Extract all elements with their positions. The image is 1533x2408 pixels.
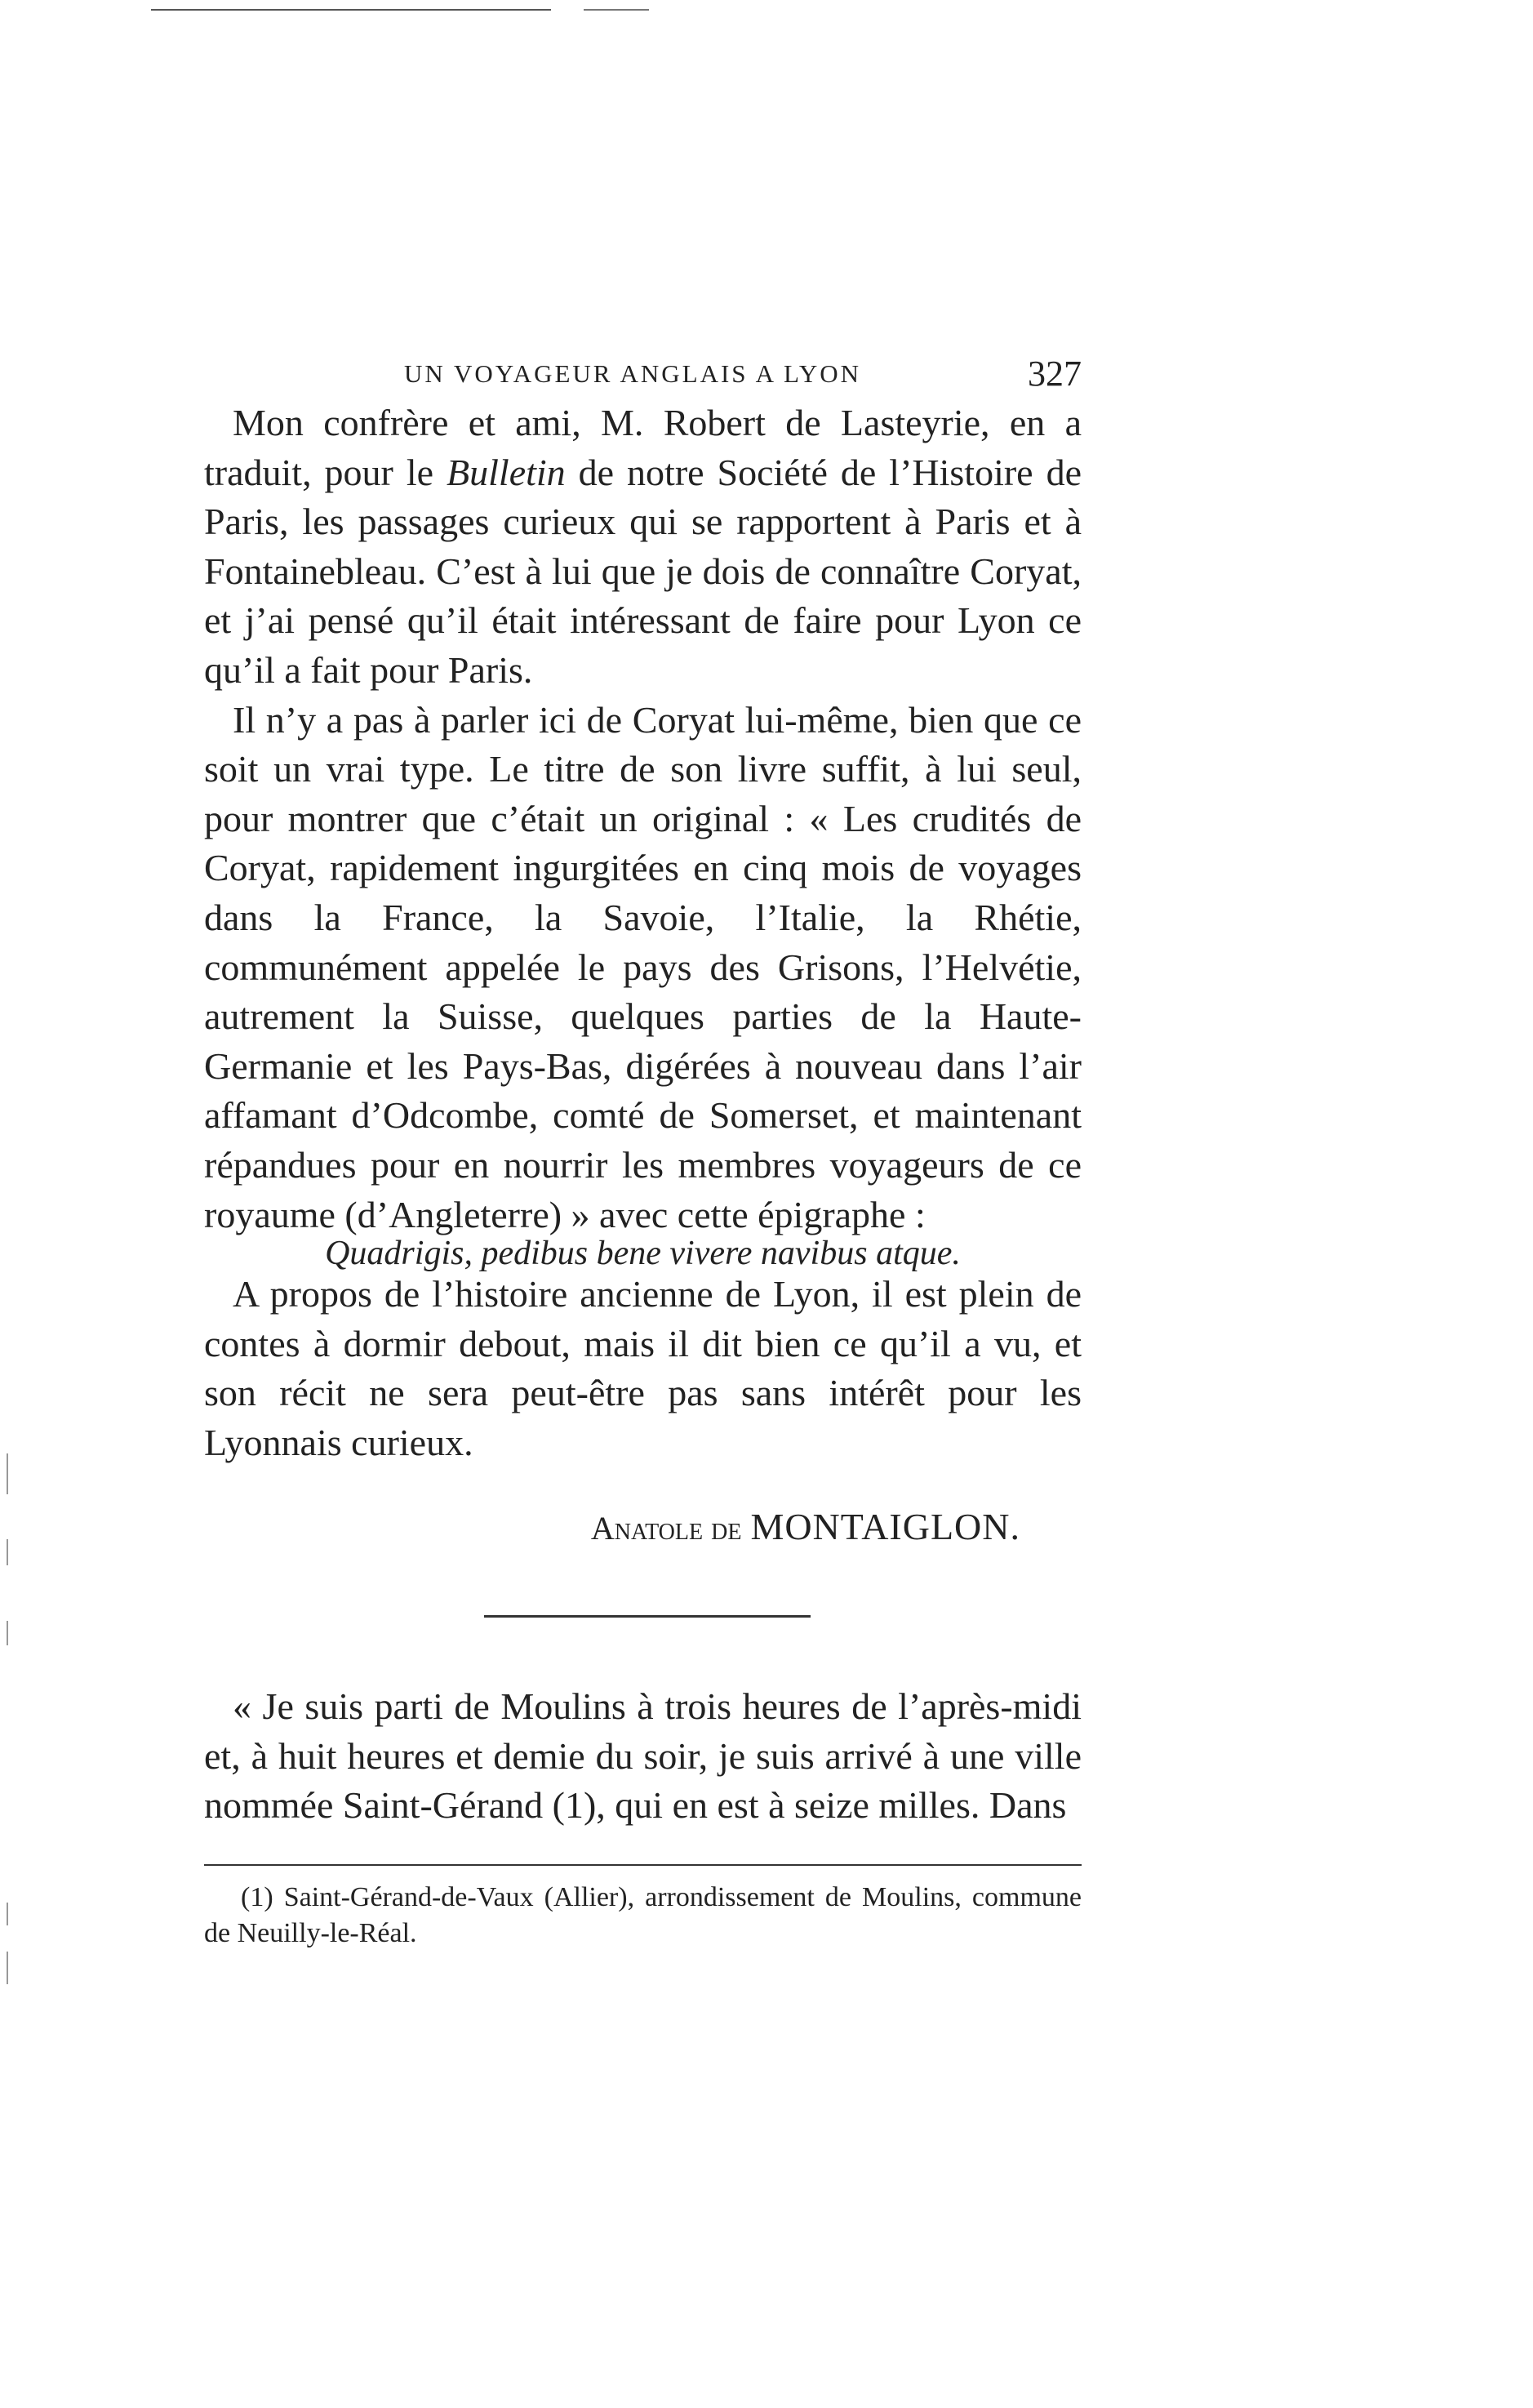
quotation-block (204, 1682, 1082, 1831)
paragraph (204, 398, 1082, 696)
footnote (204, 1880, 1082, 1952)
section-divider (484, 1615, 811, 1618)
author-signature (204, 1502, 1020, 1553)
signature-last-name: MONTAIGLON. (750, 1506, 1020, 1547)
footnote-divider (204, 1864, 1082, 1866)
footnote-text: (1) Saint-Gérand-de-Vaux (Allier), arrondissement de Moulins, commune de Neuilly-le-Réal. (204, 1882, 1082, 1948)
scan-margin-mark (7, 1903, 8, 1925)
signature-first-name: Anatole de (590, 1510, 742, 1547)
text-run: Il n’y a pas à parler ici de Coryat lui-même, bien que ce soit un vrai type. Le titre de son livre suffit, à lui seul, pour montrer que c’était un original : « Les crudités de Coryat, rapidement ingurgitées en cinq mois de voyages dans la France, la Savoie, l’Italie, la Rhétie, communément appelée le pays des Grisons, l’Helvétie, autrement la Suisse, quelques parties de la Haute-Germanie et les Pays-Bas, digérées à nouveau dans l’air affamant d’Odcombe, comté de Somerset, et maintenant répandues pour en nourrir les membres voyageurs de ce royaume (d’Angleterre) » avec cette épigraphe : (204, 698, 1082, 1235)
scan-margin-mark (7, 1621, 8, 1645)
main-text-block (204, 398, 1082, 1240)
page-number: 327 (1028, 354, 1082, 394)
scan-top-edge (151, 9, 551, 11)
closing-paragraph-block (204, 1270, 1082, 1467)
scan-margin-mark (7, 1453, 8, 1494)
paragraph (204, 696, 1082, 1240)
paragraph: A propos de l’histoire ancienne de Lyon, il est plein de contes à dormir debout, mais il dit bien ce qu’il a vu, et son récit ne sera peut-être pas sans intérêt pour les Lyonnais curieux. (204, 1273, 1082, 1463)
italic-title: Bulletin (447, 451, 566, 493)
running-head (204, 349, 1082, 398)
epigraph: Quadrigis, pedibus bene vivere navibus atque. (325, 1235, 961, 1272)
scan-top-edge-fragment (584, 9, 649, 11)
paragraph: « Je suis parti de Moulins à trois heures de l’après-midi et, à huit heures et demie du soir, je suis arrivé à une ville nommée Saint-Gérand (1), qui en est à seize milles. Dans (204, 1685, 1082, 1827)
text-run: Mon confrère et ami, M. Robert de Lasteyrie, en a traduit, pour le (204, 402, 1082, 493)
text-run: de notre Société de l’Histoire de Paris, les passages curieux qui se rapportent à Paris et à Fontainebleau. C’est à lui que je dois de connaître Coryat, et j’ai pensé qu’il était intéressant de faire pour Lyon ce qu’il a fait pour Paris. (204, 451, 1082, 691)
scan-margin-mark (7, 1539, 8, 1565)
scan-margin-mark (7, 1952, 8, 1984)
running-title: UN VOYAGEUR ANGLAIS A LYON (404, 359, 862, 388)
